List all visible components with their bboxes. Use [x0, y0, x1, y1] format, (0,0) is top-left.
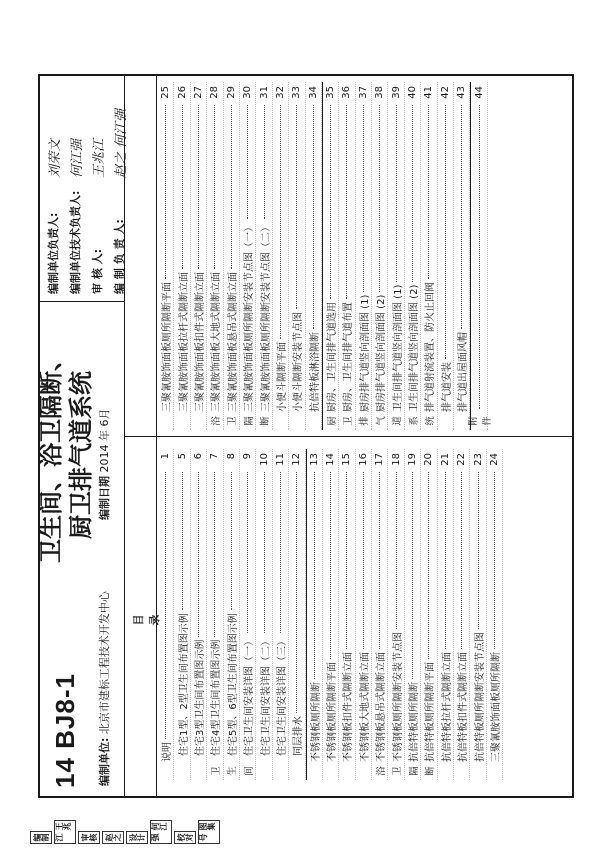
toc-title: 厨房排气道竖向剖面图 (2) [376, 294, 388, 412]
toc-title: 抗倍特板扣件式隔断立面 [458, 652, 470, 762]
toc-page-number: 1 [160, 453, 172, 460]
toc-page-number: 26 [176, 86, 188, 99]
toc-page-number: 16 [357, 453, 369, 466]
toc-page-number: 22 [456, 453, 468, 466]
signature-role: 编制单位负责人: [47, 212, 60, 294]
toc-entry[interactable] [224, 449, 240, 780]
editing-date [96, 409, 112, 521]
toc-leader [428, 472, 429, 659]
toc-entry[interactable] [356, 82, 372, 430]
toc-title: 排气道安装 [441, 362, 453, 412]
toc-title: 抗倍特板厕所隔断 [409, 682, 421, 762]
toc-page-number: 40 [407, 86, 419, 99]
toc-leader [412, 105, 413, 282]
toc-category: 道 [392, 416, 404, 426]
toc-entry[interactable] [240, 449, 256, 780]
toc-leader [182, 472, 183, 610]
date-label: 编制日期 [98, 476, 111, 520]
toc-title: 住宅卫生间安装详图（二） [260, 636, 272, 756]
toc-leader [280, 472, 281, 633]
toc-category: 系 [408, 416, 420, 426]
toc-title: 三聚氰胺饰面板扣件式隔断立面 [194, 272, 206, 412]
signature-block [42, 84, 130, 294]
strip-cell: 编制 [30, 831, 52, 844]
title-line-1: 卫生间、浴卫隔断、 [37, 347, 65, 563]
toc-page-number: 15 [341, 453, 353, 466]
signature-divider [38, 301, 124, 302]
signature-name: 刘荣文 [47, 138, 63, 178]
toc-leader [280, 105, 281, 339]
toc-category: 浴 [375, 766, 387, 776]
toc-title: 三聚氰胺饰面板厕所隔断安装节点图（一） [244, 222, 256, 412]
toc-page-number: 10 [258, 453, 270, 466]
toc-category: 浴 [210, 416, 222, 426]
signature-row [108, 84, 130, 294]
toc-page-number: 38 [374, 86, 386, 99]
toc-title: 三聚氰胺饰面板拉杆式隔断立面 [178, 272, 190, 412]
toc-title: 不锈钢板厕所隔断 [310, 682, 322, 762]
toc-page-number: 37 [357, 86, 369, 99]
toc-leader [363, 472, 364, 649]
toc-entry[interactable] [372, 449, 388, 780]
toc-entry[interactable] [454, 82, 470, 430]
toc-entry[interactable] [372, 82, 388, 430]
toc-entry[interactable] [207, 449, 223, 780]
toc-page-number: 19 [407, 453, 419, 466]
toc-page-number: 18 [390, 453, 402, 466]
toc-title: 住宅5型、6型卫生间布置图示例 [227, 613, 239, 756]
toc-entry[interactable] [273, 449, 289, 780]
toc-entry[interactable] [323, 449, 339, 780]
toc-entry[interactable] [388, 82, 404, 430]
signature-name: 赵之 何江强 [113, 108, 129, 178]
toc-leader [314, 472, 315, 679]
toc-title: 小便斗隔断安装节点图 [293, 312, 305, 412]
signature-name: 何江强 [69, 138, 85, 178]
toc-entry[interactable] [207, 82, 223, 430]
toc-entry[interactable] [174, 449, 190, 780]
toc-title: 住宅1型、2型卫生间布置图示例 [178, 613, 190, 756]
toc-title: 三聚氰胺饰面板大地式隔断立面 [211, 272, 223, 412]
toc-page-number: 43 [456, 86, 468, 99]
toc-page-number: 44 [473, 86, 485, 99]
toc-page-number: 33 [291, 86, 303, 99]
toc-entry[interactable] [191, 82, 207, 430]
strip-cell: 赵之 [102, 831, 124, 844]
title-line-2: 厨卫排气道系统 [67, 371, 95, 539]
toc-leader [231, 105, 232, 269]
toc-page-number: 14 [325, 453, 337, 466]
editing-unit [96, 591, 112, 786]
toc-entry[interactable] [421, 449, 437, 780]
toc-page-number: 7 [209, 453, 221, 460]
toc-left-column [158, 449, 503, 780]
toc-category: 气 [375, 416, 387, 426]
toc-category: 卫 [210, 766, 222, 776]
toc-category: 统 [424, 416, 436, 426]
toc-leader [461, 105, 462, 329]
toc-page-number: 41 [423, 86, 435, 99]
toc-title: 说明 [162, 742, 174, 762]
strip-cell: 图集号 [198, 820, 220, 844]
toc-entry[interactable] [322, 82, 339, 430]
toc-entry[interactable] [273, 82, 289, 430]
toc-page-number: 13 [308, 453, 320, 466]
toc-leader [214, 472, 215, 637]
toc-leader [330, 472, 331, 659]
toc-entry[interactable] [421, 82, 437, 430]
toc-leader [412, 472, 413, 679]
toc-leader [313, 105, 314, 329]
toc-page-number: 27 [192, 86, 204, 99]
toc-leader [346, 472, 347, 649]
toc-category: 卫 [342, 416, 354, 426]
strip-cell: 审核 [78, 831, 100, 844]
toc-entry[interactable] [158, 82, 174, 430]
toc-title: 抗倍特板拉杆式隔断立面 [441, 652, 453, 762]
toc-leader [379, 105, 380, 292]
toc-page-number: 6 [192, 453, 204, 460]
toc-page-number: 31 [258, 86, 270, 99]
toc-page-number: 23 [472, 453, 484, 466]
toc-entry[interactable] [339, 449, 355, 780]
toc-category: 附件 [468, 416, 494, 426]
toc-page-number: 42 [439, 86, 451, 99]
toc-leader [182, 105, 183, 269]
strip-cell: 校对 [174, 831, 196, 844]
toc-title: 三聚氰胺饰面板厕所隔断平面 [162, 282, 174, 412]
toc-page-number: 21 [439, 453, 451, 466]
toc-right-column [158, 82, 494, 430]
toc-leader [264, 472, 265, 633]
strip-cell: 何江强 [150, 820, 172, 844]
toc-leader [396, 472, 397, 629]
toc-title: 排气道出屋面风帽 [458, 332, 470, 412]
strip-cell: 王兆江 [54, 820, 76, 844]
toc-category: 卫 [392, 766, 404, 776]
toc-entry[interactable] [438, 449, 454, 780]
toc-entry[interactable] [405, 449, 421, 780]
page-title [36, 290, 96, 620]
toc-leader [479, 105, 480, 409]
toc-leader [214, 105, 215, 269]
toc-leader [494, 472, 495, 649]
toc-title: 厨房排气道竖向剖面图 (1) [359, 294, 371, 412]
toc-page-number: 35 [325, 86, 337, 99]
signature-row [86, 84, 108, 294]
toc-page-number: 9 [242, 453, 254, 460]
toc-entry[interactable] [289, 449, 305, 780]
toc-leader [296, 472, 297, 713]
column-divider [124, 436, 574, 437]
toc-entry[interactable] [174, 82, 190, 430]
toc-leader [428, 105, 429, 279]
toc-title: 住宅卫生间安装详图（一） [244, 636, 256, 756]
toc-category: 生 [227, 766, 239, 776]
toc-title: 厨房、卫生间排气道布置 [343, 302, 355, 412]
toc-category: 间 [243, 766, 255, 776]
toc-entry[interactable] [224, 82, 240, 430]
toc-title: 不锈钢板大地式隔断立面 [359, 652, 371, 762]
toc-title: 卫生间排气道竖向剖面图 (1) [392, 284, 404, 412]
toc-leader [198, 105, 199, 269]
toc-title: 小便斗隔断平面 [276, 342, 288, 412]
toc-title: 住宅卫生间安装详图（三） [276, 636, 288, 756]
date-value: 2014 年 6月 [98, 408, 111, 473]
toc-heading: 目 录 [132, 524, 161, 626]
toc-leader [198, 472, 199, 637]
toc-entry[interactable] [468, 82, 494, 430]
toc-entry[interactable] [240, 82, 256, 430]
toc-page-number: 30 [242, 86, 254, 99]
strip-cell: 设计 [126, 831, 148, 844]
toc-leader [247, 472, 248, 633]
toc-leader [379, 472, 380, 649]
signature-row [64, 84, 86, 294]
toc-category: 隔 [243, 416, 255, 426]
toc-title: 三聚氰胺饰面板厕所隔断 [491, 652, 502, 762]
toc-page-number: 25 [160, 86, 172, 99]
toc-page-number: 8 [225, 453, 237, 460]
toc-title: 不锈钢板悬吊式隔断立面 [376, 652, 388, 762]
toc-page-number: 36 [341, 86, 353, 99]
toc-page-number: 5 [176, 453, 188, 460]
toc-leader [396, 105, 397, 282]
toc-title: 卫生间排气道竖向剖面图 (2) [409, 284, 421, 412]
toc-entry[interactable] [356, 449, 372, 780]
unit-label: 编制单位: [98, 737, 111, 786]
toc-leader [231, 472, 232, 610]
toc-title: 抗倍特板厕所隔断平面 [425, 662, 437, 762]
toc-page-number: 24 [489, 453, 500, 466]
toc-leader [165, 472, 166, 739]
toc-entry[interactable] [256, 82, 272, 430]
toc-entry[interactable] [306, 82, 322, 430]
toc-entry[interactable] [438, 82, 454, 430]
toc-title: 三聚氰胺饰面板厕所隔断安装节点图（二） [260, 222, 272, 412]
toc-page-number: 32 [274, 86, 286, 99]
signature-role: 审 核 人: [91, 248, 104, 294]
binding-strip [30, 822, 590, 844]
unit-value: 北京市建标工程技术开发中心 [98, 591, 111, 735]
toc-title: 排气道射流装置、防火止回阀 [425, 282, 437, 412]
toc-leader [478, 472, 479, 629]
toc-page-number: 17 [374, 453, 386, 466]
toc-leader [264, 105, 265, 219]
toc-category: 断 [260, 416, 272, 426]
toc-entry[interactable] [158, 449, 174, 780]
toc-leader [445, 105, 446, 359]
toc-title: 三聚氰胺饰面板悬吊式隔断立面 [227, 272, 239, 412]
toc-category: 断 [424, 766, 436, 776]
toc-entry[interactable] [289, 82, 305, 430]
signature-role: 编制单位技术负责人: [69, 190, 82, 294]
toc-page-number: 39 [390, 86, 402, 99]
toc-leader [346, 105, 347, 299]
toc-title: 不锈钢板扣件式隔断立面 [343, 652, 355, 762]
toc-title: 抗倍特板淋浴隔断 [309, 332, 321, 412]
toc-title: 住宅3型卫生间布置图示例 [194, 639, 206, 756]
toc-page-number: 34 [307, 86, 319, 99]
toc-page-number: 11 [274, 453, 286, 466]
toc-title: 抗倍特板厕所隔断安装节点图 [474, 632, 486, 762]
toc-leader [296, 105, 297, 309]
toc-page-number: 12 [291, 453, 303, 466]
toc-entry[interactable] [191, 449, 207, 780]
toc-leader [461, 472, 462, 649]
toc-category: 厨 [326, 416, 338, 426]
toc-category: 排 [359, 416, 371, 426]
toc-entry[interactable] [454, 449, 470, 780]
toc-category: 卫 [227, 416, 239, 426]
toc-page-number: 29 [225, 86, 237, 99]
atlas-code: 14 BJ8-1 [50, 673, 80, 788]
toc-category: 隔 [408, 766, 420, 776]
toc-title: 不锈钢板厕所隔断平面 [327, 662, 339, 762]
toc-title: 住宅4型卫生间布置图示例 [211, 639, 223, 756]
toc-entry[interactable] [405, 82, 421, 430]
toc-page-number: 20 [423, 453, 435, 466]
toc-leader [363, 105, 364, 292]
toc-entry[interactable] [256, 449, 272, 780]
toc-leader [165, 105, 166, 279]
toc-entry[interactable] [339, 82, 355, 430]
toc-leader [445, 472, 446, 649]
toc-page-number: 28 [209, 86, 221, 99]
toc-title: 厨房、卫生间排气道选用 [327, 302, 339, 412]
toc-title: 同层排水 [293, 716, 305, 756]
toc-leader [330, 105, 331, 299]
toc-leader [247, 105, 248, 219]
signature-row [42, 84, 64, 294]
toc-entry[interactable] [470, 449, 486, 780]
toc-entry[interactable] [306, 449, 323, 780]
signature-role: 编 制 负 责 人: [113, 219, 126, 294]
toc-entry[interactable] [487, 449, 503, 780]
toc-entry[interactable] [388, 449, 404, 780]
signature-name: 王兆江 [91, 138, 107, 178]
toc-title: 不锈钢板厕所隔断安装节点图 [392, 632, 404, 762]
